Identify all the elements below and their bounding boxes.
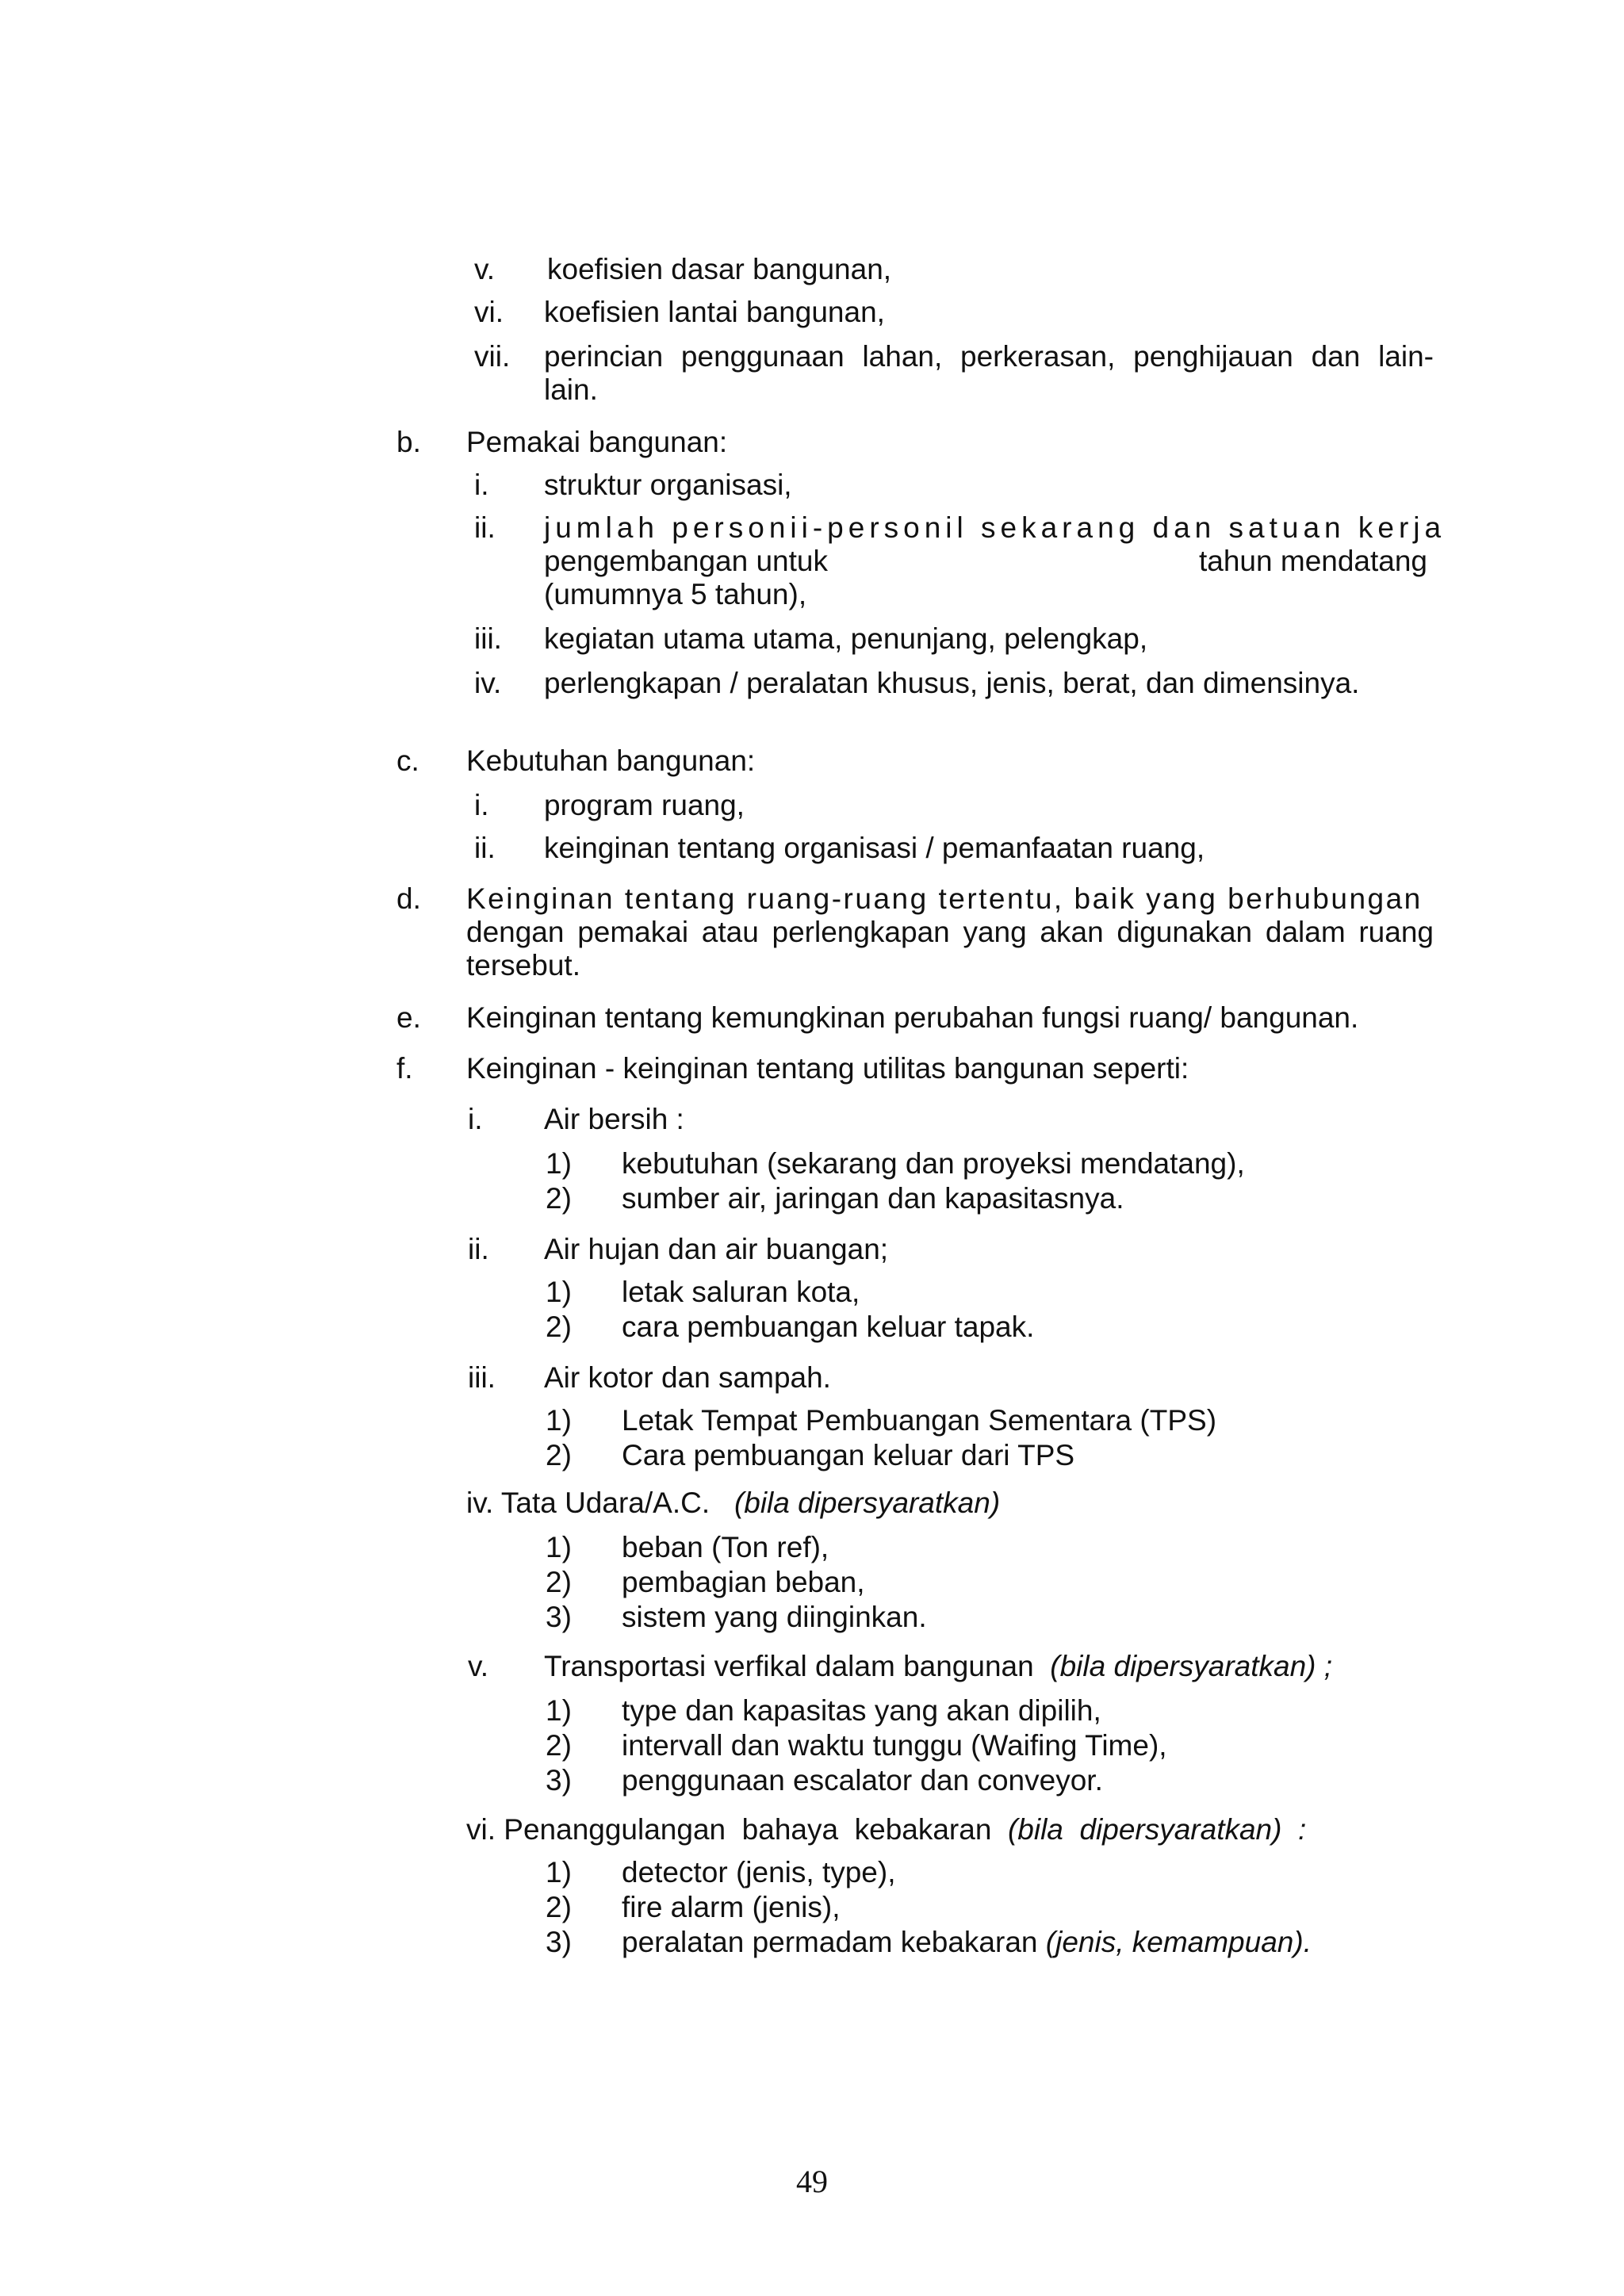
- numbered-marker: 2): [546, 1566, 572, 1598]
- numbered-marker: 1): [546, 1856, 572, 1888]
- subsection-note: (bila dipersyaratkan) ;: [1050, 1650, 1333, 1682]
- numbered-text: pembagian beban,: [622, 1566, 865, 1598]
- item-text-continued: lain.: [544, 373, 598, 406]
- numbered-text: letak saluran kota,: [622, 1276, 860, 1308]
- item-marker: iii.: [474, 622, 502, 655]
- section-text: Keinginan tentang ruang-ruang tertentu, baik yang berhubungan: [466, 882, 1423, 915]
- item-text: program ruang,: [544, 789, 745, 821]
- item-text-continued: pengembangan untuk: [544, 545, 828, 577]
- subsection-marker: i.: [468, 1103, 483, 1135]
- section-title: Keinginan - keinginan tentang utilitas bangunan seperti:: [466, 1052, 1189, 1085]
- numbered-text: beban (Ton ref),: [622, 1531, 829, 1563]
- section-text: Keinginan tentang kemungkinan perubahan fungsi ruang/ bangunan.: [466, 1001, 1359, 1034]
- item-marker: iv.: [474, 667, 502, 699]
- item-text-continued: tahun mendatang: [1199, 545, 1428, 577]
- item-marker: vii.: [474, 340, 511, 373]
- numbered-text: type dan kapasitas yang akan dipilih,: [622, 1694, 1101, 1727]
- page-number: 49: [796, 2164, 828, 2199]
- numbered-text: Letak Tempat Pembuangan Sementara (TPS): [622, 1404, 1217, 1437]
- item-marker: v.: [474, 253, 496, 285]
- numbered-text: fire alarm (jenis),: [622, 1891, 841, 1923]
- item-text: perlengkapan / peralatan khusus, jenis, berat, dan dimensinya.: [544, 667, 1360, 699]
- subsection-title: Air kotor dan sampah.: [544, 1361, 831, 1394]
- numbered-marker: 1): [546, 1276, 572, 1308]
- subsection-marker: ii.: [468, 1233, 489, 1265]
- numbered-text: intervall dan waktu tunggu (Waifing Time),: [622, 1729, 1167, 1762]
- subsection-title-text: Transportasi verfikal dalam bangunan: [544, 1650, 1034, 1682]
- item-text: koefisien dasar bangunan,: [547, 253, 892, 285]
- item-text: perincian penggunaan lahan, perkerasan, penghijauan dan lain-: [544, 340, 1434, 373]
- numbered-text-main: peralatan permadam kebakaran: [622, 1926, 1038, 1958]
- numbered-text: cara pembuangan keluar tapak.: [622, 1311, 1035, 1343]
- numbered-marker: 1): [546, 1694, 572, 1727]
- item-marker: vi.: [474, 296, 504, 328]
- item-marker: i.: [474, 789, 489, 821]
- section-marker: b.: [396, 426, 421, 458]
- numbered-marker: 2): [546, 1891, 572, 1923]
- numbered-text: Cara pembuangan keluar dari TPS: [622, 1439, 1075, 1471]
- section-marker: f.: [396, 1052, 413, 1085]
- subsection-note: (bila dipersyaratkan): [733, 1487, 1001, 1519]
- numbered-marker: 1): [546, 1147, 572, 1180]
- item-text: koefisien lantai bangunan,: [544, 296, 885, 328]
- numbered-text: sumber air, jaringan dan kapasitasnya.: [622, 1182, 1124, 1215]
- subsection-marker: iii.: [468, 1361, 496, 1394]
- item-text: keinginan tentang organisasi / pemanfaatan ruang,: [544, 832, 1205, 864]
- numbered-marker: 1): [546, 1531, 572, 1563]
- subsection-title: [544, 1649, 1332, 1684]
- subsection-title: [466, 1486, 1000, 1521]
- item-marker: ii.: [474, 832, 496, 864]
- numbered-marker: 2): [546, 1729, 572, 1762]
- numbered-text: kebutuhan (sekarang dan proyeksi mendatang),: [622, 1147, 1245, 1180]
- item-text: kegiatan utama utama, penunjang, pelengkap,: [544, 622, 1148, 655]
- numbered-marker: 1): [546, 1404, 572, 1437]
- numbered-text: detector (jenis, type),: [622, 1856, 896, 1888]
- item-text: struktur organisasi,: [544, 469, 792, 501]
- item-marker: i.: [474, 469, 489, 501]
- numbered-text: sistem yang diinginkan.: [622, 1601, 927, 1633]
- item-marker: ii.: [474, 511, 496, 544]
- numbered-text: penggunaan escalator dan conveyor.: [622, 1764, 1103, 1797]
- numbered-text: [622, 1925, 1312, 1960]
- item-text-continued: (umumnya 5 tahun),: [544, 578, 807, 610]
- section-title: Pemakai bangunan:: [466, 426, 728, 458]
- subsection-title: [466, 1812, 1306, 1847]
- numbered-marker: 3): [546, 1926, 572, 1958]
- subsection-title-text: vi. Penanggulangan bahaya kebakaran: [466, 1813, 992, 1846]
- numbered-text-note: (jenis, kemampuan).: [1045, 1926, 1312, 1958]
- section-title: Kebutuhan bangunan:: [466, 744, 756, 777]
- numbered-marker: 3): [546, 1601, 572, 1633]
- numbered-marker: 3): [546, 1764, 572, 1797]
- subsection-note: (bila dipersyaratkan) :: [1007, 1813, 1307, 1846]
- section-marker: e.: [396, 1001, 421, 1034]
- section-text-continued: dengan pemakai atau perlengkapan yang akan digunakan dalam ruang: [466, 916, 1434, 948]
- subsection-title-text: iv. Tata Udara/A.C.: [466, 1487, 710, 1519]
- subsection-title: Air bersih :: [544, 1103, 684, 1135]
- numbered-marker: 2): [546, 1182, 572, 1215]
- numbered-marker: 2): [546, 1311, 572, 1343]
- section-marker: d.: [396, 882, 421, 915]
- section-text-continued: tersebut.: [466, 949, 580, 982]
- section-marker: c.: [396, 744, 419, 777]
- subsection-title: Air hujan dan air buangan;: [544, 1233, 889, 1265]
- subsection-marker: v.: [468, 1650, 489, 1682]
- item-text: jumlah personii-personil sekarang dan satuan kerja: [544, 511, 1446, 544]
- numbered-marker: 2): [546, 1439, 572, 1471]
